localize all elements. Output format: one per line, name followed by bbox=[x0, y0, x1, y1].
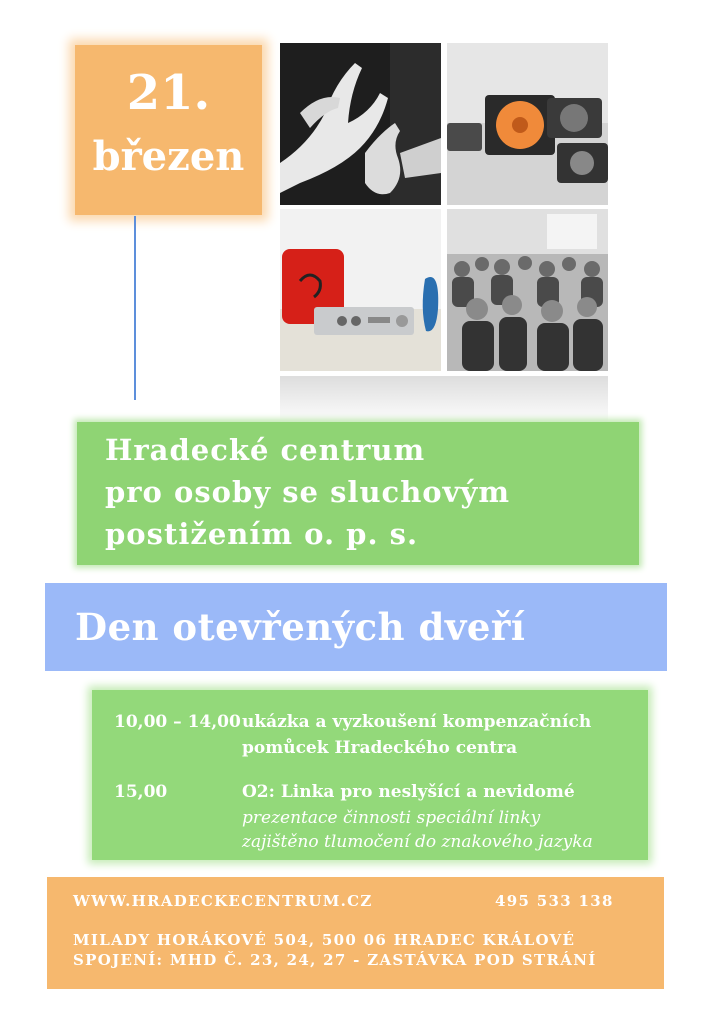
event-title: Den otevřených dveří bbox=[75, 605, 526, 649]
schedule-time: 10,00 – 14,00 bbox=[114, 712, 241, 732]
connector-line bbox=[134, 216, 136, 400]
schedule-note: prezentace činnosti speciální linky bbox=[242, 808, 541, 828]
organization-name-line-3: postižením o. p. s. bbox=[105, 517, 419, 551]
schedule-note: zajištěno tlumočení do znakového jazyka bbox=[242, 832, 593, 852]
schedule-description: O2: Linka pro neslyšící a nevidomé bbox=[242, 782, 575, 802]
event-title-bar bbox=[45, 583, 667, 671]
date-month: březen bbox=[92, 133, 245, 180]
organization-name-line-2: pro osoby se sluchovým bbox=[105, 475, 511, 509]
schedule-description: pomůcek Hradeckého centra bbox=[242, 738, 518, 758]
audio-amplifier-photo bbox=[280, 209, 441, 371]
schedule-description: ukázka a vyzkoušení kompenzačních bbox=[242, 712, 592, 732]
audience-group-photo bbox=[447, 209, 608, 371]
schedule-time: 15,00 bbox=[114, 782, 168, 802]
sign-language-hands-photo bbox=[280, 43, 441, 205]
website-link[interactable]: WWW.HRADECKECENTRUM.CZ bbox=[73, 892, 373, 910]
address: MILADY HORÁKOVÉ 504, 500 06 HRADEC KRÁLOVÉ bbox=[73, 931, 576, 949]
contact-footer bbox=[47, 877, 664, 989]
date-box bbox=[75, 45, 262, 215]
phone-number: 495 533 138 bbox=[495, 892, 614, 910]
photo-reflection bbox=[280, 376, 608, 426]
organization-box bbox=[77, 422, 639, 565]
date-day: 21. bbox=[126, 65, 211, 121]
hearing-aid-devices-photo bbox=[447, 43, 608, 205]
schedule-box bbox=[92, 690, 648, 860]
organization-name-line-1: Hradecké centrum bbox=[105, 433, 426, 467]
transport-info: SPOJENÍ: MHD Č. 23, 24, 27 - ZASTÁVKA POD STRÁNÍ bbox=[73, 951, 597, 969]
